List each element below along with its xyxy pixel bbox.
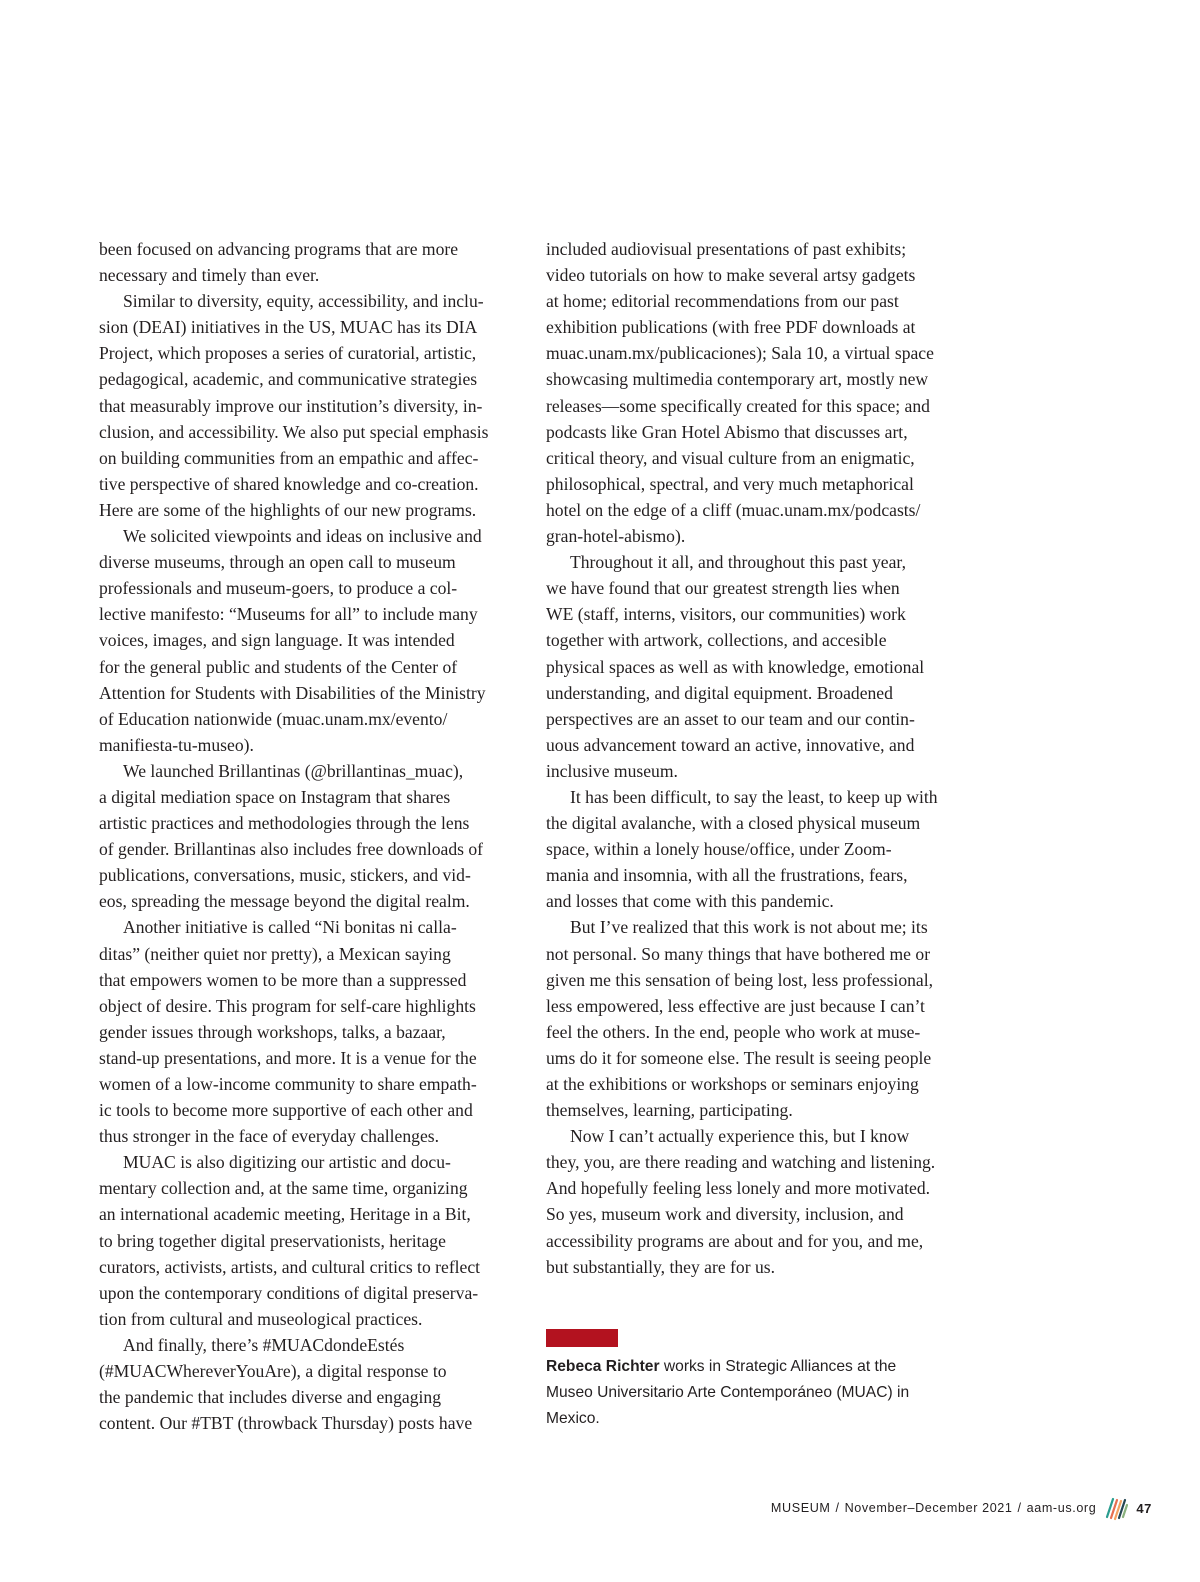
paragraph-line: tive perspective of shared knowledge and co-creation. xyxy=(99,473,479,494)
paragraph-line: content. Our #TBT (throwback Thursday) posts have xyxy=(99,1413,473,1434)
paragraph-line: manifiesta-tu-museo). xyxy=(99,734,254,755)
footer-separator: / xyxy=(1017,1501,1022,1515)
paragraph-line: Similar to diversity, equity, accessibility, and inclu- xyxy=(123,291,484,312)
paragraph-line: we have found that our greatest strength lies when xyxy=(546,578,900,599)
paragraph-line: for the general public and students of the Center of xyxy=(99,656,458,677)
paragraph-line: critical theory, and visual culture from an enigmatic, xyxy=(546,447,915,468)
paragraph-line: (#MUACWhereverYouAre), a digital response to xyxy=(99,1361,447,1382)
paragraph-line: clusion, and accessibility. We also put special emphasis xyxy=(99,421,489,442)
bio-line: Rebeca Richter works in Strategic Alliances at the xyxy=(546,1358,897,1375)
paragraph-line: stand-up presentations, and more. It is a venue for the xyxy=(99,1047,477,1068)
paragraph-line: themselves, learning, participating. xyxy=(546,1100,793,1121)
website-link[interactable]: aam-us.org xyxy=(1026,1501,1097,1515)
paragraph-line: MUAC is also digitizing our artistic and docu- xyxy=(123,1152,451,1173)
paragraph-line: muac.unam.mx/publicaciones); Sala 10, a virtual space xyxy=(546,343,934,364)
paragraph-line: diverse museums, through an open call to museum xyxy=(99,552,456,573)
paragraph-line: women of a low-income community to share empath- xyxy=(99,1074,477,1094)
paragraph-line: given me this sensation of being lost, less professional, xyxy=(546,969,934,990)
paragraph-line: Another initiative is called “Ni bonitas ni calla- xyxy=(123,917,457,938)
paragraph-line: the digital avalanche, with a closed physical museum xyxy=(546,813,921,834)
author-bio-accent-bar xyxy=(546,1329,618,1347)
bio-line: Museo Universitario Arte Contemporáneo (MUAC) in xyxy=(546,1384,910,1401)
aam-logo-icon xyxy=(1104,1495,1128,1521)
paragraph-line: exhibition publications (with free PDF downloads at xyxy=(546,317,916,338)
paragraph-line: the pandemic that includes diverse and engaging xyxy=(99,1387,441,1408)
paragraph-line: ums do it for someone else. The result is seeing people xyxy=(546,1047,932,1068)
paragraph-line: perspectives are an asset to our team and our contin- xyxy=(546,708,915,729)
paragraph-line: But I’ve realized that this work is not about me; its xyxy=(570,917,928,938)
issue-date: November–December 2021 xyxy=(844,1501,1013,1515)
paragraph-line: of Education nationwide (muac.unam.mx/evento/ xyxy=(99,708,448,729)
paragraph-line: voices, images, and sign language. It was intended xyxy=(99,630,455,651)
paragraph-line: Now I can’t actually experience this, but I know xyxy=(570,1126,910,1147)
article-column-right xyxy=(546,236,974,1280)
author-name: Rebeca Richter xyxy=(546,1358,660,1375)
paragraph-line: ic tools to become more supportive of each other and xyxy=(99,1100,473,1121)
paragraph-line: to bring together digital preservationists, heritage xyxy=(99,1230,446,1251)
paragraph-line: eos, spreading the message beyond the digital realm. xyxy=(99,891,470,912)
article-column-left xyxy=(99,236,527,1436)
paragraph-line: not personal. So many things that have bothered me or xyxy=(546,943,931,964)
paragraph-line: accessibility programs are about and for you, and me, xyxy=(546,1230,924,1251)
paragraph-line: gran-hotel-abismo). xyxy=(546,526,686,547)
footer-separator: / xyxy=(835,1501,840,1515)
paragraph-line: And finally, there’s #MUACdondeEstés xyxy=(123,1334,405,1355)
paragraph-line: philosophical, spectral, and very much metaphorical xyxy=(546,473,914,494)
paragraph-line: tion from cultural and museological practices. xyxy=(99,1308,423,1329)
paragraph-line: that measurably improve our institution’s diversity, in- xyxy=(99,395,483,416)
paragraph-line: less empowered, less effective are just because I can’t xyxy=(546,995,925,1016)
paragraph-line: physical spaces as well as with knowledge, emotional xyxy=(546,656,925,677)
paragraph-line: an international academic meeting, Heritage in a Bit, xyxy=(99,1204,471,1225)
paragraph-line: hotel on the edge of a cliff (muac.unam.mx/podcasts/ xyxy=(546,499,921,520)
paragraph-line: artistic practices and methodologies through the lens xyxy=(99,813,470,834)
paragraph-line: Here are some of the highlights of our new programs. xyxy=(99,499,477,520)
paragraph-line: publications, conversations, music, stickers, and vid- xyxy=(99,865,471,886)
paragraph-line: Attention for Students with Disabilities of the Ministry xyxy=(99,682,486,703)
paragraph-line: showcasing multimedia contemporary art, mostly new xyxy=(546,369,929,390)
paragraph-line: releases—some specifically created for this space; and xyxy=(546,395,930,416)
paragraph-line: they, you, are there reading and watching and listening. xyxy=(546,1152,936,1173)
paragraph-line: We solicited viewpoints and ideas on inclusive and xyxy=(123,526,482,547)
paragraph-line: gender issues through workshops, talks, a bazaar, xyxy=(99,1021,446,1042)
paragraph-line: a digital mediation space on Instagram that shares xyxy=(99,786,451,807)
paragraph-line: that empowers women to be more than a suppressed xyxy=(99,969,467,990)
paragraph-line: WE (staff, interns, visitors, our communities) work xyxy=(546,604,906,625)
paragraph-line: Throughout it all, and throughout this past year, xyxy=(570,552,906,573)
paragraph-line: mania and insomnia, with all the frustrations, fears, xyxy=(546,865,908,886)
paragraph-line: We launched Brillantinas (@brillantinas_muac), xyxy=(123,760,464,781)
paragraph-line: been focused on advancing programs that are more xyxy=(99,239,459,259)
paragraph-line: sion (DEAI) initiatives in the US, MUAC has its DIA xyxy=(99,317,478,338)
page-number: 47 xyxy=(1136,1500,1152,1516)
paragraph-line: So yes, museum work and diversity, inclusion, and xyxy=(546,1204,904,1225)
paragraph-line: professionals and museum-goers, to produce a col- xyxy=(99,578,458,599)
paragraph-line: mentary collection and, at the same time, organizing xyxy=(99,1178,468,1199)
paragraph-line: on building communities from an empathic and affec- xyxy=(99,447,479,468)
paragraph-line: ditas” (neither quiet nor pretty), a Mexican saying xyxy=(99,943,451,964)
paragraph-line: at home; editorial recommendations from our past xyxy=(546,291,899,312)
bio-line: Mexico. xyxy=(546,1410,600,1427)
paragraph-line: object of desire. This program for self-care highlights xyxy=(99,995,476,1016)
paragraph-line: podcasts like Gran Hotel Abismo that discusses art, xyxy=(546,421,908,442)
paragraph-line: Project, which proposes a series of curatorial, artistic, xyxy=(99,343,477,364)
paragraph-line: upon the contemporary conditions of digital preserva- xyxy=(99,1282,479,1303)
paragraph-line: at the exhibitions or workshops or seminars enjoying xyxy=(546,1074,919,1094)
author-bio xyxy=(546,1354,986,1432)
paragraph-line: It has been difficult, to say the least, to keep up with xyxy=(570,786,938,807)
magazine-name: MUSEUM xyxy=(770,1501,831,1515)
paragraph-line: together with artwork, collections, and accesible xyxy=(546,630,887,651)
paragraph-line: necessary and timely than ever. xyxy=(99,265,320,286)
paragraph-line: And hopefully feeling less lonely and more motivated. xyxy=(546,1178,931,1199)
paragraph-line: inclusive museum. xyxy=(546,760,678,781)
paragraph-line: lective manifesto: “Museums for all” to include many xyxy=(99,604,478,625)
paragraph-line: of gender. Brillantinas also includes free downloads of xyxy=(99,839,484,860)
paragraph-line: thus stronger in the face of everyday challenges. xyxy=(99,1126,440,1147)
paragraph-line: and losses that come with this pandemic. xyxy=(546,891,834,912)
paragraph-line: video tutorials on how to make several artsy gadgets xyxy=(546,265,916,286)
page-footer xyxy=(771,1497,1152,1519)
paragraph-line: pedagogical, academic, and communicative strategies xyxy=(99,369,478,390)
paragraph-line: uous advancement toward an active, innovative, and xyxy=(546,734,915,755)
paragraph-line: but substantially, they are for us. xyxy=(546,1256,775,1277)
paragraph-line: feel the others. In the end, people who work at muse- xyxy=(546,1021,921,1042)
paragraph-line: space, within a lonely house/office, under Zoom- xyxy=(546,839,892,860)
paragraph-line: understanding, and digital equipment. Broadened xyxy=(546,682,893,703)
paragraph-line: included audiovisual presentations of past exhibits; xyxy=(546,239,907,259)
paragraph-line: curators, activists, artists, and cultural critics to reflect xyxy=(99,1256,481,1277)
